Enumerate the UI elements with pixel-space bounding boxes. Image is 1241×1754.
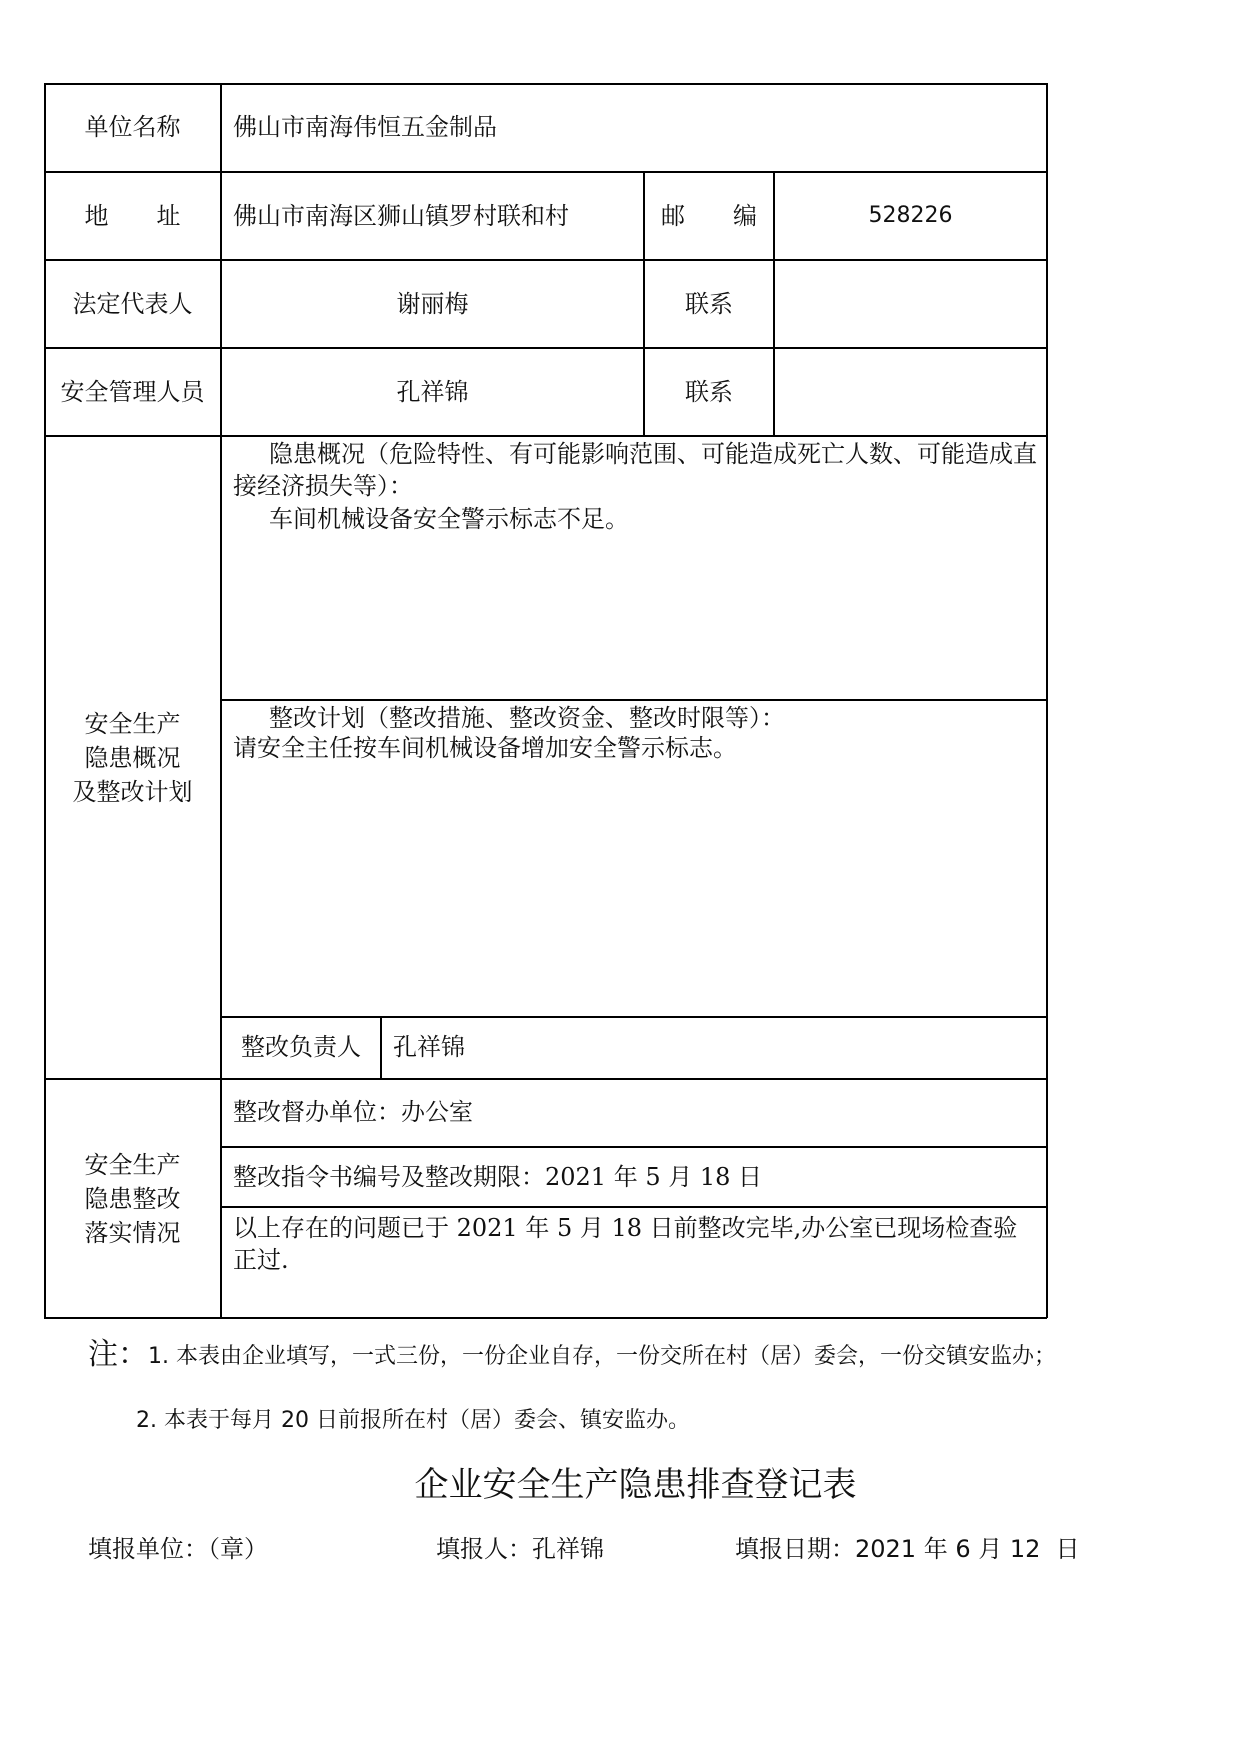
row-divider: [44, 259, 1047, 261]
footer-unit: 填报单位：（章）: [88, 1535, 268, 1563]
row-divider: [221, 699, 1047, 701]
row-divider: [44, 1078, 1047, 1080]
legal-rep-label: 法定代表人: [72, 290, 193, 318]
hazard-section-label: [44, 707, 221, 809]
unit-name-label: 单位名称: [84, 113, 181, 141]
plan-title: 整改计划（整改措施、整改资金、整改时限等）：: [269, 704, 785, 732]
implementation-section-line: 安全生产: [84, 1151, 181, 1179]
contact-label-1: 联系: [685, 290, 733, 318]
postcode-value: 528226: [868, 203, 953, 228]
implementation-section-line: 隐患整改: [84, 1185, 181, 1213]
row-divider: [44, 171, 1047, 173]
footer-date: 填报日期：2021 年 6 月 12 日: [735, 1535, 1080, 1563]
responsible-label: 整改负责人: [241, 1033, 361, 1061]
row-divider: [44, 435, 1047, 437]
address-label: 地 址: [84, 202, 181, 230]
row-divider: [44, 347, 1047, 349]
notes-prefix: 注：: [88, 1337, 148, 1372]
table-border-top: [44, 83, 1047, 85]
safety-manager-label: 安全管理人员: [60, 378, 205, 406]
table-border-right: [1046, 83, 1048, 1318]
plan-content: 请安全主任按车间机械设备增加安全警示标志。: [233, 734, 737, 762]
table-border-left: [44, 83, 46, 1318]
implementation-section-line: 落实情况: [84, 1219, 181, 1247]
safety-manager-value: 孔祥锦: [396, 378, 469, 406]
supervisor-text: 整改督办单位：办公室: [233, 1098, 473, 1126]
hazard-section-line: 及整改计划: [72, 778, 193, 806]
hazard-section-line: 隐患概况: [84, 744, 181, 772]
responsible-value: 孔祥锦: [393, 1033, 465, 1061]
hazard-overview-content: 车间机械设备安全警示标志不足。: [269, 505, 629, 533]
row-divider: [221, 1146, 1047, 1148]
row-divider: [221, 1016, 1047, 1018]
column-divider: [220, 83, 222, 1318]
hazard-section-line: 安全生产: [84, 710, 181, 738]
implementation-section-label: [44, 1148, 221, 1250]
note-2: 2. 本表于每月 20 日前报所在村（居）委会、镇安监办。: [136, 1408, 690, 1433]
page-title: 企业安全生产隐患排查登记表: [414, 1465, 857, 1505]
footer-reporter: 填报人：孔祥锦: [436, 1535, 604, 1563]
completion-text: 以上存在的问题已于 2021 年 5 月 18 日前整改完毕,办公室已现场检查验正过.: [233, 1214, 1018, 1274]
postcode-label: 邮 编: [661, 202, 757, 230]
contact-label-2: 联系: [685, 378, 733, 406]
address-value: 佛山市南海区狮山镇罗村联和村: [233, 202, 569, 230]
hazard-overview-title: 隐患概况（危险特性、有可能影响范围、可能造成死亡人数、可能造成直接经济损失等）：: [233, 440, 1037, 500]
legal-rep-value: 谢丽梅: [396, 290, 469, 318]
row-divider: [221, 1206, 1047, 1208]
unit-name-value: 佛山市南海伟恒五金制品: [233, 113, 497, 141]
table-border-bottom: [44, 1317, 1047, 1319]
order-text: 整改指令书编号及整改期限：2021 年 5 月 18 日: [233, 1163, 763, 1191]
note-1: 1. 本表由企业填写，一式三份，一份企业自存，一份交所在村（居）委会，一份交镇安监办；: [148, 1344, 1056, 1369]
